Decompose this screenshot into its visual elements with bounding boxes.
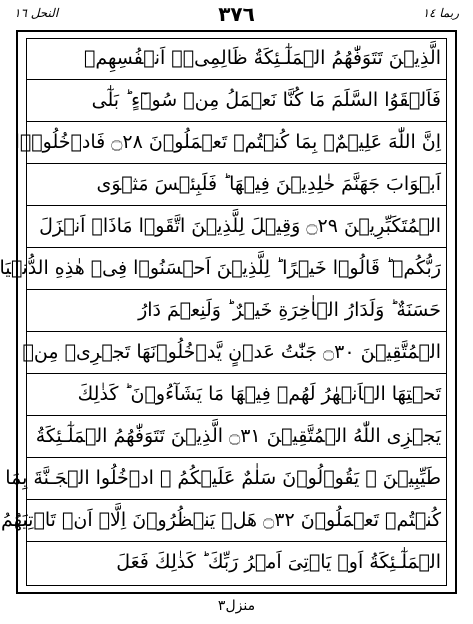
text-line-12: كُنۡتُمۡ تَعۡمَلُوۡنَ ۝٣٢ هَلۡ يَنۡظُرُوۡنَ اِلَّاۤ اَنۡ تَاۡتِيَهُمُ [26, 500, 447, 542]
text-line-5: الۡمُتَكَبِّرِيۡنَ ۝٢٩ وَقِيۡلَ لِلَّذِيۡنَ اتَّقَوۡا مَاذَاۤ اَنۡزَلَ [26, 206, 447, 248]
text-line-1: الَّذِيۡنَ تَتَوَفّٰهُمُ الۡمَلٰٓـئِكَةُ ظَالِمِىۡۤ اَنۡفُسِهِمۡ [26, 38, 447, 80]
text-line-7: حَسَنَةٌ ؕ وَلَدَارُ الۡاٰخِرَةِ خَيۡرٌ ؕ وَلَنِعۡمَ دَارُ [26, 290, 447, 332]
manzil-label: منزل٣ [217, 598, 256, 614]
text-line-8: الۡمُتَّقِيۡنَ ۝٣٠ جَنّٰتُ عَدۡنٍ يَّدۡخُلُوۡنَهَا تَجۡرِىۡ مِنۡ [26, 332, 447, 374]
text-line-13: الۡمَلٰٓـئِكَةُ اَوۡ يَاۡتِىَ اَمۡرُ رَبِّكَ ؕ كَذٰلِكَ فَعَلَ [116, 551, 441, 573]
text-line-2: فَاَلۡقَوُا السَّلَمَ مَا كُنَّا نَعۡمَلُ مِنۡ سُوۡٓءٍ ؕ بَلٰٓى [26, 80, 447, 122]
text-line-10: يَجۡزِى اللّٰهُ الۡمُتَّقِيۡنَ ۝٣١ الَّذِيۡنَ تَتَوَفّٰهُمُ الۡمَلٰٓـئِكَةُ [26, 416, 447, 458]
text-line-11: طَيِّبِيۡنَ ۙ يَقُوۡلُوۡنَ سَلٰمٌ عَلَيۡكُمُ ۙ ادۡخُلُوا الۡجَـنَّةَ بِمَا [26, 458, 447, 500]
text-line-6: رَبُّكُمۡ ؕ قَالُوۡا خَيۡرًا ؕ لِلَّذِيۡنَ اَحۡسَنُوۡا فِىۡ هٰذِهِ الدُّنۡيَا [26, 248, 447, 290]
text-line-3: اِنَّ اللّٰهَ عَلِيۡمٌۢ بِمَا كُنۡتُمۡ تَعۡمَلُوۡنَ ۝٢٨ فَادۡخُلُوۡۤا [26, 122, 447, 164]
page-header [0, 0, 473, 30]
text-line-4: اَبۡوَابَ جَهَنَّمَ خٰلِدِيۡنَ فِيۡهَا ؕ فَلَبِئۡسَ مَثۡوَى [26, 164, 447, 206]
text-line-9: تَحۡتِهَا الۡاَنۡهٰرُ لَهُمۡ فِيۡهَا مَا يَشَآءُوۡنَ ؕ كَذٰلِكَ [26, 374, 447, 416]
page-number: ٣٧٦ [218, 2, 255, 26]
text-block [0, 38, 447, 586]
juz-name: ربما ١٤ [422, 6, 459, 20]
surah-name: النحل ١٦ [14, 6, 59, 20]
